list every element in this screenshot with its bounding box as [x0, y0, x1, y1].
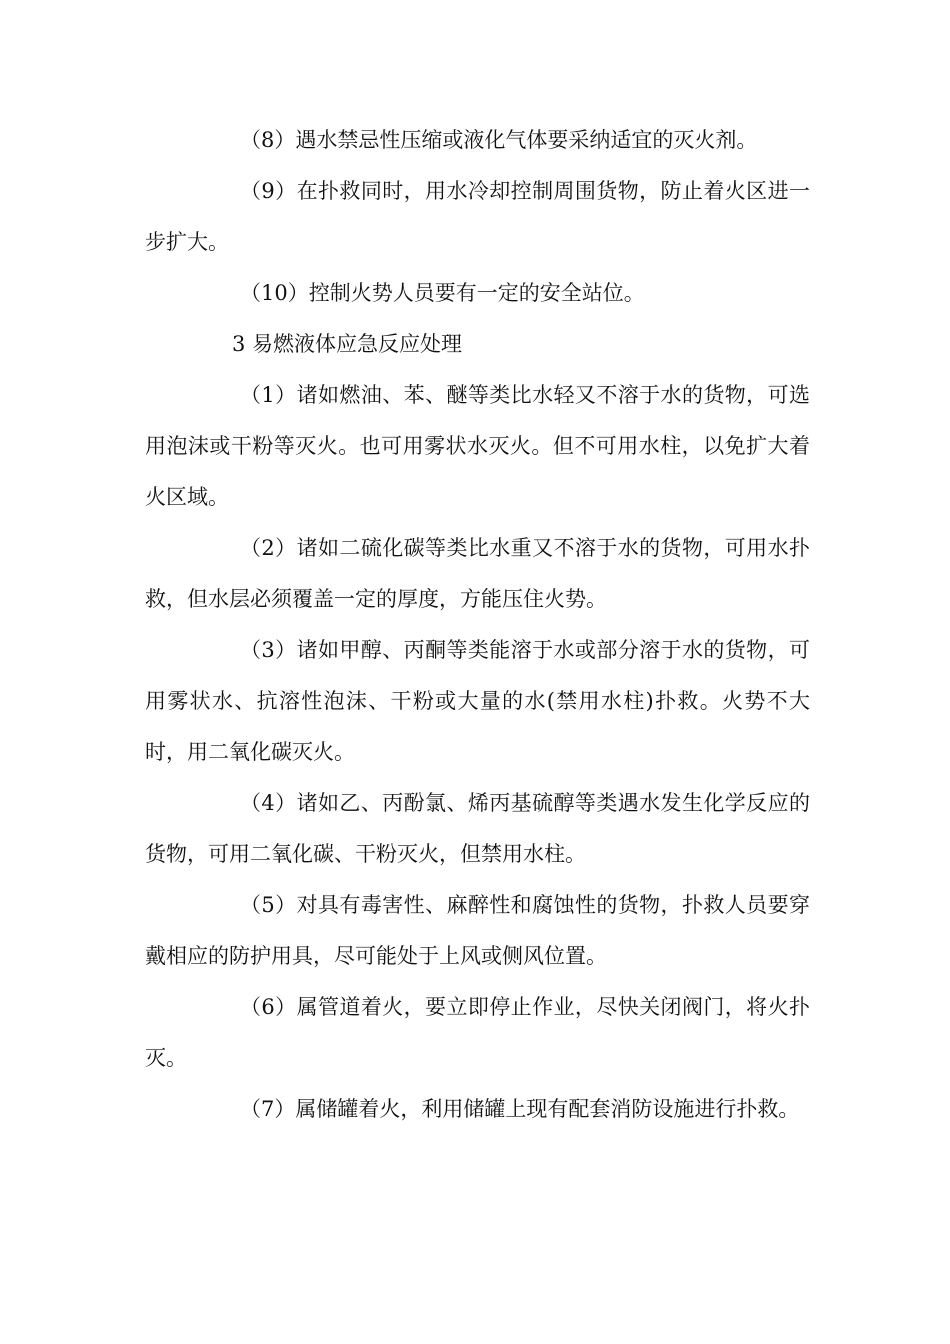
paragraph-item-4: （4）诸如乙、丙酚氯、烯丙基硫醇等类遇水发生化学反应的货物，可用二氧化碳、干粉灭火，但禁用水柱。: [145, 791, 810, 866]
paragraph-item-6: （6）属管道着火，要立即停止作业，尽快关闭阀门，将火扑灭。: [145, 995, 810, 1070]
paragraph-item-2: （2）诸如二硫化碳等类比水重又不溶于水的货物，可用水扑救，但水层必须覆盖一定的厚度，方能压住火势。: [145, 536, 810, 611]
paragraph-item-8: （8）遇水禁忌性压缩或液化气体要采纳适宜的灭火剂。: [240, 128, 758, 152]
paragraph-item-3: （3）诸如甲醇、丙酮等类能溶于水或部分溶于水的货物，可用雾状水、抗溶性泡沫、干粉或大量的水(禁用水柱)扑救。火势不大时，用二氧化碳灭火。: [145, 638, 810, 764]
section-heading: 3 易燃液体应急反应处理: [232, 332, 463, 356]
document-body: [145, 115, 810, 1135]
paragraph-item-5: （5）对具有毒害性、麻醉性和腐蚀性的货物，扑救人员要穿戴相应的防护用具，尽可能处于上风或侧风位置。: [145, 893, 810, 968]
paragraph-item-10: （10）控制火势人员要有一定的安全站位。: [240, 281, 645, 305]
paragraph-item-7: （7）属储罐着火，利用储罐上现有配套消防设施进行扑救。: [240, 1097, 800, 1121]
paragraph-item-9: （9）在扑救同时，用水冷却控制周围货物，防止着火区进一步扩大。: [145, 179, 810, 254]
paragraph-item-1: （1）诸如燃油、苯、醚等类比水轻又不溶于水的货物，可选用泡沫或干粉等灭火。也可用雾状水灭火。但不可用水柱，以免扩大着火区域。: [145, 383, 810, 509]
